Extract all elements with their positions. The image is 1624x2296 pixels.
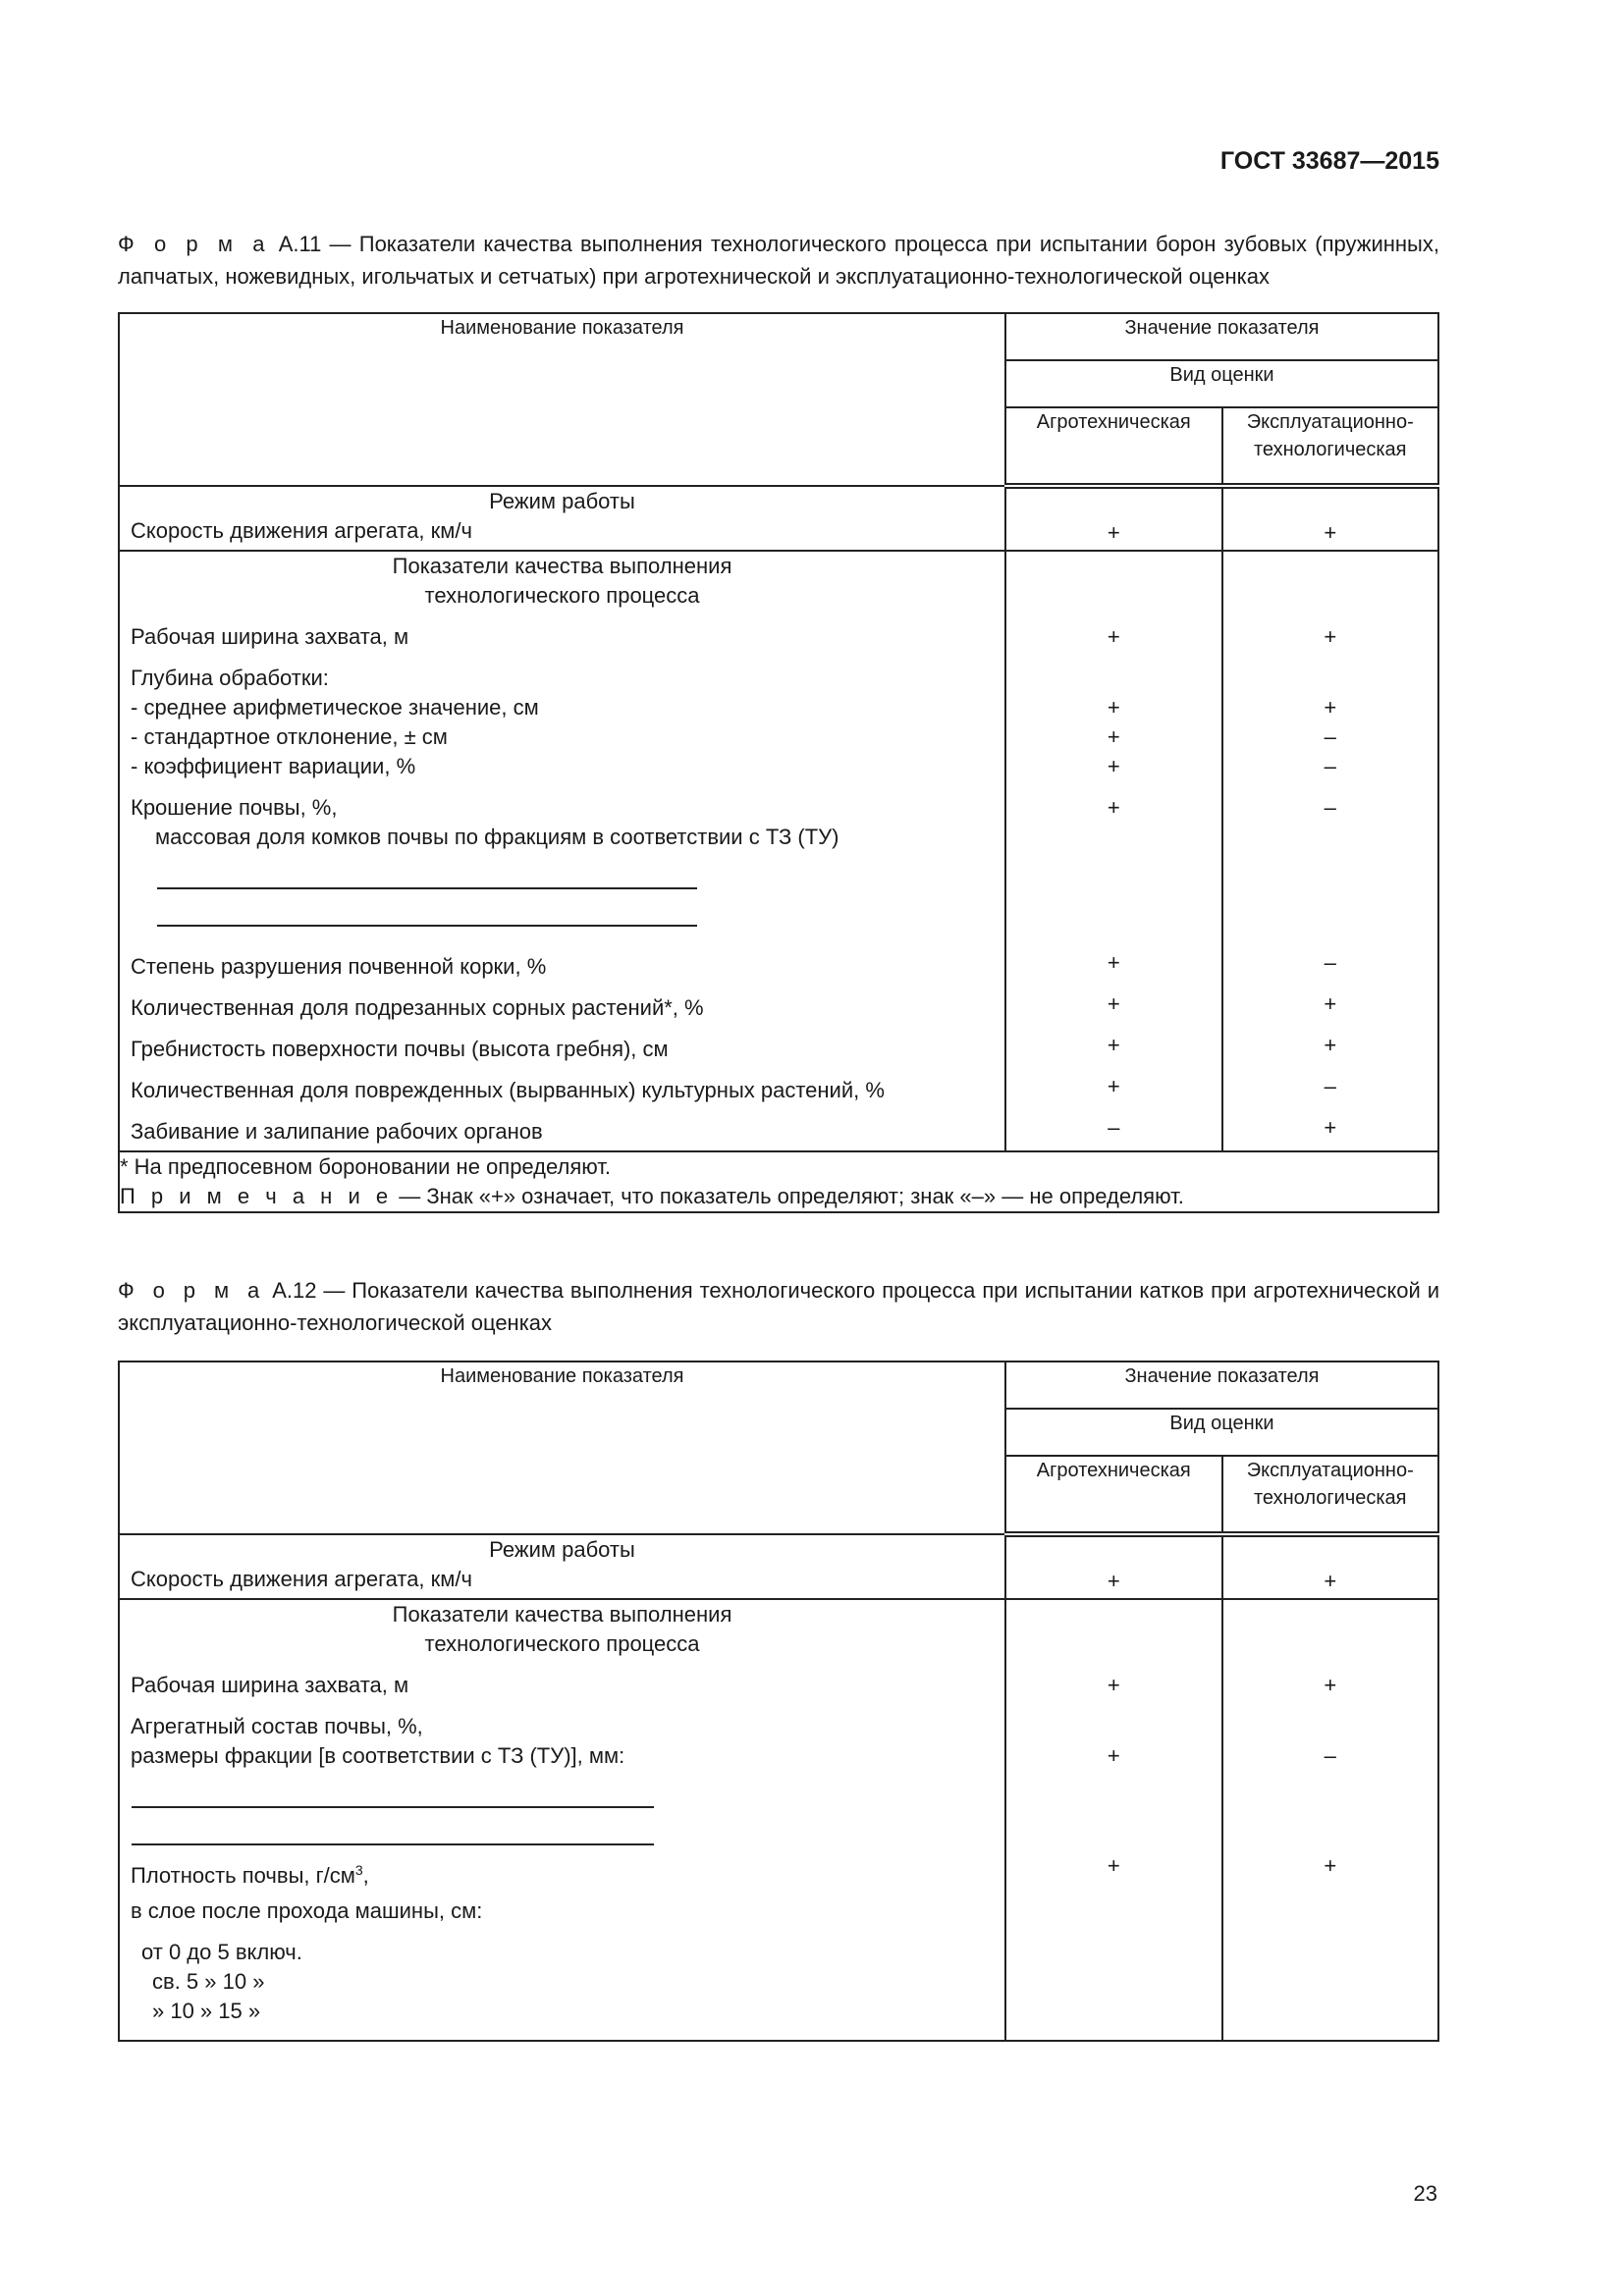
- note-text: — Знак «+» означает, что показатель определяют; знак «–» — не определяют.: [393, 1184, 1184, 1208]
- caption-text: А.11 — Показатели качества выполнения технологического процесса при испытании борон зубовых (пружинных, лапчатых, ножевидных, игольчатых и сетчатых) при агротехнической и эксплуатационно-технологической оценках: [118, 232, 1439, 289]
- layer-item: от 0 до 5 включ.: [141, 1940, 302, 1964]
- section-title: Показатели качества выполнения: [392, 1602, 732, 1627]
- row-label: Количественная доля подрезанных сорных растений*, %: [131, 995, 704, 1020]
- cell-agro: +: [1107, 520, 1120, 545]
- cell-expl: +: [1324, 991, 1337, 1016]
- cell-agro: +: [1107, 754, 1120, 778]
- cell-expl: –: [1324, 724, 1336, 749]
- col-header-expl: [1222, 1456, 1439, 1534]
- cell-expl: +: [1324, 695, 1337, 720]
- cell-agro: +: [1107, 950, 1120, 975]
- cell-expl: +: [1324, 1853, 1337, 1878]
- page-number: 23: [1413, 2181, 1437, 2206]
- row-label: Степень разрушения почвенной корки, %: [131, 954, 547, 979]
- cell-expl: +: [1324, 1569, 1337, 1593]
- cell-expl: –: [1324, 1074, 1336, 1098]
- cell-agro: +: [1107, 1074, 1120, 1098]
- cell-agro: +: [1107, 1033, 1120, 1057]
- document-id: ГОСТ 33687—2015: [1219, 147, 1439, 175]
- cell-agro: +: [1107, 695, 1120, 720]
- caption-label: Ф о р м а: [118, 232, 271, 256]
- form-a11-table: [118, 312, 1439, 1213]
- col-header-type: Вид оценки: [1005, 360, 1438, 407]
- section-title: технологического процесса: [424, 583, 700, 608]
- row-label: массовая доля комков почвы по фракциям в соответствии с ТЗ (ТУ): [155, 825, 839, 849]
- blank-line: [132, 1771, 654, 1808]
- cell-agro: +: [1107, 1743, 1120, 1768]
- col-header-expl-line2: технологическая: [1253, 439, 1407, 460]
- section-work-mode: [119, 1534, 1438, 1599]
- row-label: Забивание и залипание рабочих органов: [131, 1119, 543, 1144]
- cell-expl: +: [1324, 1115, 1337, 1140]
- density-superscript: 3: [354, 1862, 363, 1878]
- form-a12-caption: [118, 1274, 1439, 1339]
- note-label: П р и м е ч а н и е: [120, 1184, 394, 1208]
- col-header-name: Наименование показателя: [119, 313, 1005, 486]
- caption-text: А.12 — Показатели качества выполнения технологического процесса при испытании катков при агротехнической и эксплуатационно-технологической оценках: [118, 1278, 1440, 1335]
- col-header-expl: [1222, 407, 1439, 486]
- table-notes: [119, 1151, 1438, 1212]
- col-header-value: Значение показателя: [1005, 1362, 1438, 1409]
- row-label: Глубина обработки:: [131, 666, 329, 690]
- cell-agro: +: [1107, 1673, 1120, 1697]
- cell-agro: +: [1107, 624, 1120, 649]
- row-label: Скорость движения агрегата, км/ч: [131, 518, 472, 543]
- cell-expl: –: [1324, 795, 1336, 820]
- density-tail: ,: [362, 1863, 369, 1888]
- layer-item: св. 5 » 10 »: [152, 1969, 265, 1994]
- density-label: Плотность почвы, г/см: [131, 1863, 355, 1888]
- row-label: размеры фракции [в соответствии с ТЗ (ТУ)], мм:: [131, 1743, 625, 1768]
- cell-agro: +: [1107, 724, 1120, 749]
- section-title: Режим работы: [489, 1537, 635, 1562]
- col-header-expl-line1: Эксплуатационно-: [1246, 411, 1414, 433]
- row-label: Рабочая ширина захвата, м: [131, 624, 409, 649]
- row-label: - стандартное отклонение, ± см: [131, 724, 448, 749]
- cell-expl: –: [1324, 754, 1336, 778]
- layer-item: » 10 » 15 »: [152, 1999, 261, 2023]
- section-quality: [119, 551, 1438, 1151]
- cell-expl: –: [1324, 950, 1336, 975]
- blank-line: [157, 852, 697, 889]
- section-title: технологического процесса: [424, 1631, 700, 1656]
- row-label: Агрегатный состав почвы, %,: [131, 1714, 423, 1738]
- cell-expl: +: [1324, 520, 1337, 545]
- cell-agro: +: [1107, 991, 1120, 1016]
- row-label: [120, 1855, 1004, 1888]
- blank-line: [132, 1808, 654, 1845]
- note: [120, 1182, 1437, 1211]
- col-header-agro: Агротехническая: [1005, 407, 1222, 486]
- section-title: Показатели качества выполнения: [392, 554, 732, 578]
- form-a11-caption: [118, 228, 1439, 293]
- cell-expl: +: [1324, 1673, 1337, 1697]
- section-quality: [119, 1599, 1438, 2041]
- row-label: - среднее арифметическое значение, см: [131, 695, 539, 720]
- row-label: Рабочая ширина захвата, м: [131, 1673, 409, 1697]
- cell-agro: +: [1107, 1569, 1120, 1593]
- cell-expl: –: [1324, 1743, 1336, 1768]
- row-label: Скорость движения агрегата, км/ч: [131, 1567, 472, 1591]
- section-title: Режим работы: [489, 489, 635, 513]
- col-header-name: Наименование показателя: [119, 1362, 1005, 1534]
- section-work-mode: [119, 486, 1438, 551]
- row-label: Крошение почвы, %,: [131, 795, 338, 820]
- col-header-expl-line2: технологическая: [1253, 1487, 1407, 1509]
- form-a12-table: [118, 1361, 1439, 2042]
- col-header-agro: Агротехническая: [1005, 1456, 1222, 1534]
- col-header-expl-line1: Эксплуатационно-: [1246, 1460, 1414, 1481]
- blank-line: [157, 889, 697, 927]
- cell-expl: +: [1324, 1033, 1337, 1057]
- row-label: - коэффициент вариации, %: [131, 754, 416, 778]
- cell-agro: +: [1107, 1853, 1120, 1878]
- footnote: * На предпосевном бороновании не определяют.: [120, 1154, 612, 1179]
- row-label: Количественная доля поврежденных (вырванных) культурных растений, %: [131, 1078, 885, 1102]
- cell-expl: +: [1324, 624, 1337, 649]
- col-header-type: Вид оценки: [1005, 1409, 1438, 1456]
- cell-agro: –: [1108, 1115, 1120, 1140]
- caption-label: Ф о р м а: [118, 1278, 266, 1303]
- col-header-value: Значение показателя: [1005, 313, 1438, 360]
- row-label: Гребнистость поверхности почвы (высота гребня), см: [131, 1037, 669, 1061]
- row-label: в слое после прохода машины, см:: [131, 1898, 483, 1923]
- cell-agro: +: [1107, 795, 1120, 820]
